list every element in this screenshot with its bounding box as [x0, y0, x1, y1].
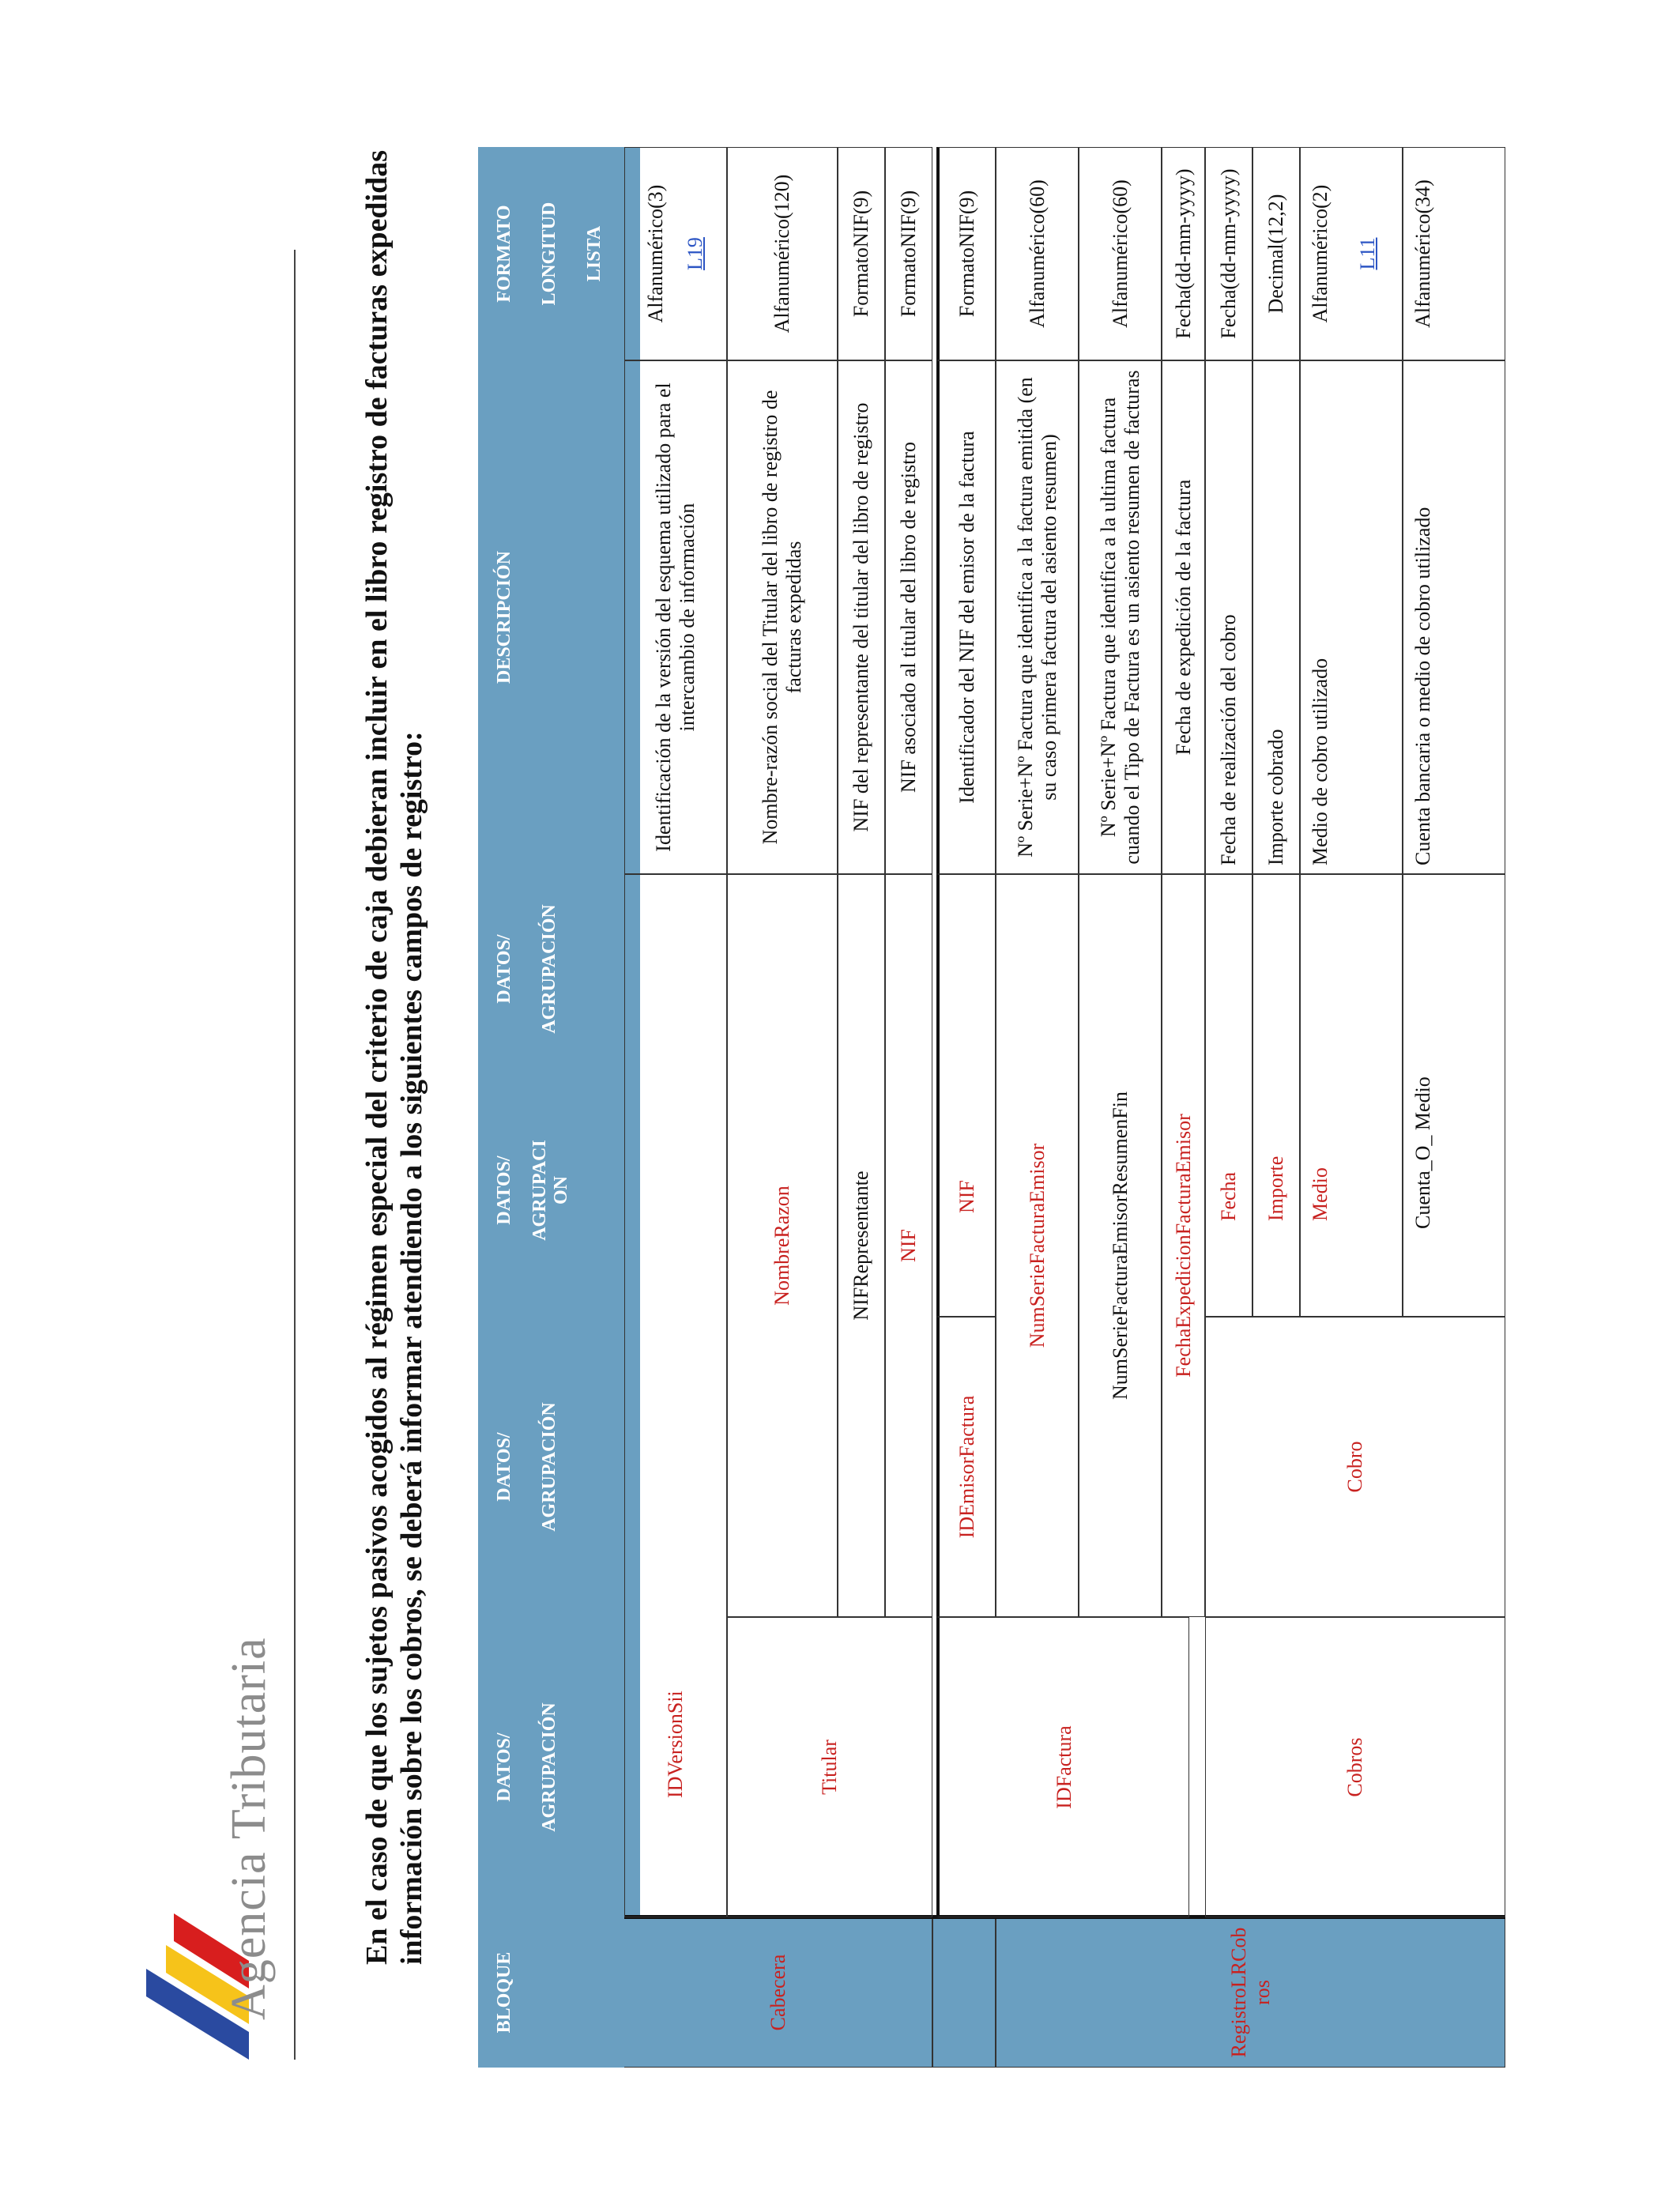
header-datos-3: DATOS/ AGRUPACI ON	[478, 1064, 640, 1317]
field-idfactura: IDFactura	[936, 1617, 1189, 1917]
fmt-fechaexpedicionfacturaemisor: Fecha(dd-mm-yyyy)	[1162, 147, 1205, 360]
desc-importe: Importe cobrado	[1252, 360, 1300, 874]
desc-nif: NIF asociado al titular del libro de registro	[885, 360, 932, 874]
fmt-medio: Alfanumérico(2) L11	[1300, 147, 1403, 360]
desc-cuenta-o-medio: Cuenta bancaria o medio de cobro utilizado	[1403, 360, 1505, 874]
field-idemisor-nif: NIF	[936, 874, 996, 1317]
header-bloque: BLOQUE	[478, 1917, 640, 2068]
desc-numseriefacturaemisorresumenfin: Nº Serie+Nº Factura que identifica a la ultima factura cuando el Tipo de Factura es un asiento resumen de facturas	[1079, 360, 1162, 874]
fmt-nombrerazon: Alfanumérico(120)	[727, 147, 838, 360]
bloque-cabecera: Cabecera	[624, 1917, 932, 2068]
field-idversionsii: IDVersionSii	[624, 874, 727, 1917]
fields-table	[478, 147, 1505, 2068]
fmt-numseriefacturaemisor: Alfanumérico(60)	[996, 147, 1079, 360]
bloque-registro: RegistroLRCobros	[996, 1917, 1505, 2068]
field-nifrepresentante: NIFRepresentante	[838, 874, 885, 1617]
field-fechaexpedicionfacturaemisor: FechaExpedicionFacturaEmisor	[1162, 874, 1205, 1617]
fmt-numseriefacturaemisorresumenfin: Alfanumérico(60)	[1079, 147, 1162, 360]
bloque-blank	[932, 1917, 996, 2068]
header-datos-1: DATOS/ AGRUPACIÓN	[478, 1617, 640, 1917]
field-fecha: Fecha	[1205, 874, 1252, 1317]
fmt-idversionsii: Alfanumérico(3) L19	[624, 147, 727, 360]
fmt-idemisorfactura: FormatoNIF(9)	[936, 147, 996, 360]
fmt-nif: FormatoNIF(9)	[885, 147, 932, 360]
field-idemisorfactura: IDEmisorFactura	[936, 1317, 996, 1617]
header-datos-4: DATOS/ AGRUPACIÓN	[478, 874, 640, 1064]
logo-text: Agencia Tributaria	[222, 1637, 276, 2020]
field-titular: Titular	[727, 1617, 932, 1917]
desc-fechaexpedicionfacturaemisor: Fecha de expedición de la factura	[1162, 360, 1205, 874]
field-medio: Medio	[1300, 874, 1403, 1317]
desc-nombrerazon: Nombre-razón social del Titular del libro de registro de facturas expedidas	[727, 360, 838, 874]
field-nombrerazon: NombreRazon	[727, 874, 838, 1617]
fmt-cuenta-o-medio: Alfanumérico(34)	[1403, 147, 1505, 360]
header-descripcion: DESCRIPCIÓN	[478, 360, 640, 874]
field-cobro: Cobro	[1205, 1317, 1505, 1617]
field-cobros: Cobros	[1205, 1617, 1505, 1917]
desc-numseriefacturaemisor: Nº Serie+Nº Factura que identifica a la factura emitida (en su caso primera factura del asiento resumen)	[996, 360, 1079, 874]
field-numseriefacturaemisor: NumSerieFacturaEmisor	[996, 874, 1079, 1617]
page-heading: En el caso de que los sujetos pasivos acogidos al régimen especial del criterio de caja debieran incluir en el libro registro de facturas expedidas información sobre los cobros, se deberá informar atendiendo a los siguientes campos de registro:	[360, 149, 428, 1965]
desc-nifrepresentante: NIF del representante del titular del libro de registro	[838, 360, 885, 874]
header-formato: FORMATO LONGITUD LISTA	[478, 147, 640, 360]
desc-fecha: Fecha de realización del cobro	[1205, 360, 1252, 874]
link-l11[interactable]: L11	[1356, 237, 1379, 270]
fmt-importe: Decimal(12,2)	[1252, 147, 1300, 360]
fmt-fecha: Fecha(dd-mm-yyyy)	[1205, 147, 1252, 360]
field-nif: NIF	[885, 874, 932, 1617]
header-datos-2: DATOS/ AGRUPACIÓN	[478, 1317, 640, 1617]
field-importe: Importe	[1252, 874, 1300, 1317]
header-rule	[294, 250, 296, 2060]
field-numseriefacturaemisorresumenfin: NumSerieFacturaEmisorResumenFin	[1079, 874, 1162, 1617]
desc-medio: Medio de cobro utilizado	[1300, 360, 1403, 874]
fmt-nifrepresentante: FormatoNIF(9)	[838, 147, 885, 360]
desc-idemisorfactura: Identificador del NIF del emisor de la factura	[936, 360, 996, 874]
link-l19[interactable]: L19	[684, 237, 706, 270]
desc-idversionsii: Identificación de la versión del esquema utilizado para el intercambio de información	[624, 360, 727, 874]
field-cuenta-o-medio: Cuenta_O_ Medio	[1403, 874, 1505, 1317]
